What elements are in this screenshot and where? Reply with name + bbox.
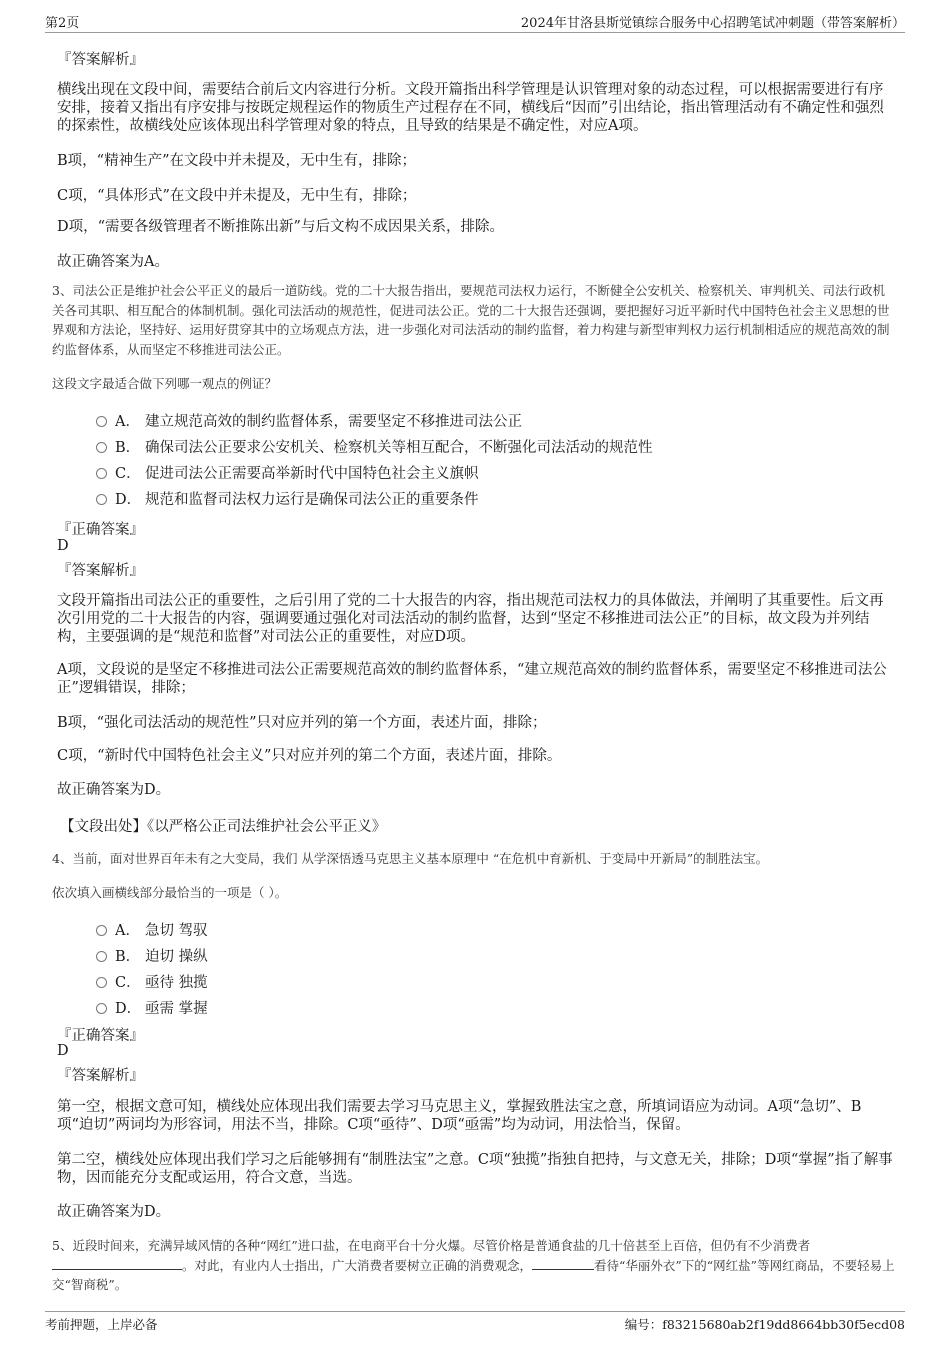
q2-analysis-p1: 横线出现在文段中间，需要结合前后文内容进行分析。文段开篇指出科学管理是认识管理对象的动态过程，可以根据需要进行有序安排，接着又指出有序安排与按既定规程运作的物质生产过程存在不同，横线后“因而”引出结论，指出管理活动有不确定性和强烈的探索性，故横线处应该体现出科学管理对象的特点，且导致的结果是不确定性，对应A项。: [57, 82, 884, 134]
q2-analysis-p2: B项，“精神生产”在文段中并未提及，无中生有，排除；: [57, 153, 416, 169]
fill-blank-1: [52, 1257, 182, 1270]
q4-analysis-p1: 第一空，根据文意可知，横线处应体现出我们需要去学习马克思主义，掌握致胜法宝之意，所填词语应为动词。A项“急切”、B项“迫切”两词均为形容词，用法不当，排除。C项“亟待”、D项“亟需”均为动词，用法恰当，保留。: [57, 1099, 862, 1133]
radio-icon[interactable]: [96, 925, 107, 936]
q2-analysis-p3: C项，“具体形式”在文段中并未提及，无中生有，排除；: [57, 188, 417, 204]
q3-stem: 3、司法公正是维护社会公平正义的最后一道防线。党的二十大报告指出，要规范司法权力运行，不断健全公安机关、检察机关、审判机关、司法行政机关各司其职、相互配合的体制机制。强化司法活动的规范性，促进司法公正。党的二十大报告还强调，要把握好习近平新时代中国特色社会主义思想的世界观和方法论，坚持好、运用好贯穿其中的立场观点方法，进一步强化对司法活动的制约监督，着力构建与新型审判权力运行机制相适应的规范高效的制约监督体系，从而坚定不移推进司法公正。: [52, 283, 890, 357]
radio-icon[interactable]: [96, 977, 107, 988]
radio-icon[interactable]: [96, 442, 107, 453]
page-number: 第2页: [45, 16, 80, 31]
document-title: 2024年甘洛县斯觉镇综合服务中心招聘笔试冲刺题（带答案解析）: [520, 16, 905, 31]
q2-analysis-label: 『答案解析』: [57, 52, 144, 68]
q3-question: 这段文字最适合做下列哪一观点的例证？: [52, 376, 278, 391]
page-footer: [45, 1311, 905, 1337]
footer-doc-id: 编号：f83215680ab2f19dd8664bb30f5ecd08: [624, 1317, 905, 1332]
q3-correct-label: 『正确答案』: [57, 522, 144, 538]
q3-analysis-p3: B项，“强化司法活动的规范性”只对应并列的第一个方面，表述片面，排除；: [57, 715, 547, 731]
footer-slogan: 考前押题，上岸必备: [45, 1317, 158, 1332]
q3-option-a[interactable]: A． 建立规范高效的制约监督体系，需要坚定不移推进司法公正: [96, 410, 522, 430]
q3-analysis-label: 『答案解析』: [57, 563, 144, 579]
q4-question: 依次填入画横线部分最恰当的一项是（ ）。: [52, 885, 288, 900]
q2-analysis-p4: D项，“需要各级管理者不断推陈出新”与后文构不成因果关系，排除。: [57, 219, 504, 235]
q4-option-a[interactable]: A． 急切 驾驭: [96, 919, 208, 939]
fill-blank-2: [532, 1257, 594, 1270]
q4-option-b[interactable]: B． 迫切 操纵: [96, 945, 208, 965]
radio-icon[interactable]: [96, 1003, 107, 1014]
q3-option-b[interactable]: B． 确保司法公正要求公安机关、检察机关等相互配合，不断强化司法活动的规范性: [96, 436, 653, 456]
radio-icon[interactable]: [96, 468, 107, 479]
q2-conclusion: 故正确答案为A。: [57, 254, 169, 270]
q3-analysis-p1: 文段开篇指出司法公正的重要性，之后引用了党的二十大报告的内容，指出规范司法权力的具体做法，并阐明了其重要性。后文再次引用党的二十大报告的内容，强调要通过强化对司法活动的制约监督，达到“坚定不移推进司法公正”的目标，故文段为并列结构，主要强调的是“规范和监督”对司法公正的重要性，对应D项。: [57, 593, 884, 645]
q3-option-d[interactable]: D． 规范和监督司法权力运行是确保司法公正的重要条件: [96, 488, 479, 508]
radio-icon[interactable]: [96, 494, 107, 505]
q3-source: 【文段出处】《以严格公正司法维护社会公平正义》: [60, 819, 387, 835]
q4-correct-label: 『正确答案』: [57, 1028, 144, 1044]
q4-correct-answer: D: [57, 1043, 69, 1059]
q3-conclusion: 故正确答案为D。: [57, 782, 171, 798]
radio-icon[interactable]: [96, 951, 107, 962]
q4-stem: 4、当前，面对世界百年未有之大变局，我们 从学深悟透马克思主义基本原理中 “在危机中育新机、于变局中开新局”的制胜法宝。: [52, 851, 769, 866]
q5-stem: 5、近段时间来，充满异域风情的各种“网红”进口盐，在电商平台十分火爆。尽管价格是普通食盐的几十倍甚至上百倍，但仍有不少消费者。对此，有业内人士指出，广大消费者要树立正确的消费观念， 看待“华丽外衣”下的“网红盐”等网红商品，不要轻易上交“智商税”。: [52, 1238, 895, 1292]
q4-conclusion: 故正确答案为D。: [57, 1204, 171, 1220]
radio-icon[interactable]: [96, 416, 107, 427]
q3-analysis-p2: A项，文段说的是坚定不移推进司法公正需要规范高效的制约监督体系，“建立规范高效的制约监督体系，需要坚定不移推进司法公正”逻辑错误，排除；: [57, 662, 887, 696]
q4-analysis-label: 『答案解析』: [57, 1068, 144, 1084]
q3-correct-answer: D: [57, 538, 69, 554]
q3-analysis-p4: C项，“新时代中国特色社会主义”只对应并列的第二个方面，表述片面，排除。: [57, 748, 562, 764]
page-header: [45, 12, 905, 33]
q3-option-c[interactable]: C． 促进司法公正需要高举新时代中国特色社会主义旗帜: [96, 462, 479, 482]
q4-analysis-p2: 第二空，横线处应体现出我们学习之后能够拥有“制胜法宝”之意。C项“独揽”指独自把持，与文意无关，排除；D项“掌握”指了解事物，因而能充分支配或运用，符合文意，当选。: [57, 1152, 893, 1186]
q4-option-c[interactable]: C． 亟待 独揽: [96, 971, 208, 991]
q4-option-d[interactable]: D． 亟需 掌握: [96, 997, 208, 1017]
